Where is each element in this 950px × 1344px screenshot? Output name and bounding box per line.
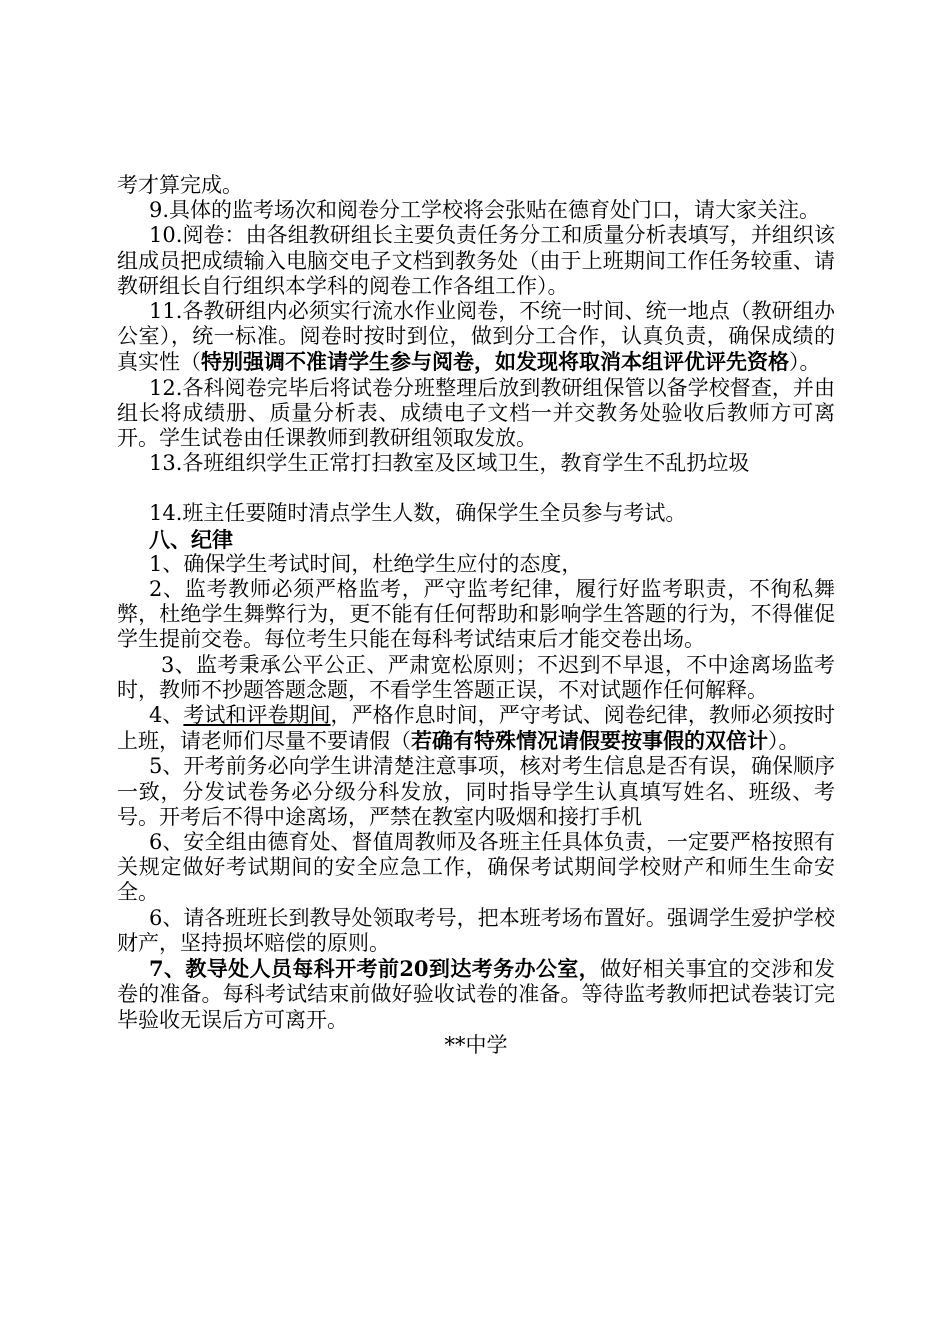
discipline-item-4-text: ，严格作息时间，严守考试、阅卷纪律，教师必须按时上班，请老师们尽量不要请假（ [117, 703, 835, 754]
section-heading-discipline: 八、纪律 [149, 526, 233, 552]
paragraph-continuation: 考才算完成。 [117, 173, 243, 197]
item-11-tail: ）。 [789, 350, 821, 375]
item-13: 13.各班组织学生正常打扫教室及区域卫生，教育学生不乱扔垃圾 [149, 451, 750, 476]
discipline-item-6a: 6、安全组由德育处、督值周教师及各班主任具体负责，一定要严格按照有关规定做好考试期间的安全应急工作，确保考试期间学校财产和师生生命安全。 [117, 830, 835, 905]
discipline-item-4 [117, 703, 835, 754]
discipline-item-4-underlined: 考试和评卷期间 [183, 703, 331, 728]
discipline-item-4-number: 4、 [149, 703, 184, 728]
discipline-item-2: 2、监考教师必须严格监考，严守监考纪律，履行好监考职责，不徇私舞弊，杜绝学生舞弊行为，更不能有任何帮助和影响学生答题的行为，不得催促学生提前交卷。每位考生只能在每科考试结束后才能交卷出场。 [117, 577, 835, 652]
item-9: 9.具体的监考场次和阅卷分工学校将会张贴在德育处门口，请大家关注。 [149, 198, 821, 223]
discipline-item-7-emphasis: 7、教导处人员每科开考前20到达考务办公室， [149, 956, 601, 982]
discipline-item-3: 3、监考秉承公平公正、严肃宽松原则；不迟到不早退，不中途离场监考时，教师不抄题答题念题，不看学生答题正误，不对试题作任何解释。 [117, 652, 835, 702]
item-14: 14.班主任要随时清点学生人数，确保学生全员参与考试。 [149, 501, 687, 526]
item-11-emphasis: 特别强调不准请学生参与阅卷，如发现将取消本组评优评先资格 [201, 349, 789, 375]
discipline-item-7-text: 做好相关事宜的交涉和发卷的准备。每科考试结束前做好验收试卷的准备。等待监考教师把试卷装订完毕验收无误后方可离开。 [117, 957, 835, 1032]
discipline-item-5: 5、开考前务必向学生讲清楚注意事项，核对考生信息是否有误，确保顺序一致，分发试卷务必分级分科发放，同时指导学生认真填写姓名、班级、考号。开考后不得中途离场，严禁在教室内吸烟和接打手机 [117, 754, 835, 829]
item-12: 12.各科阅卷完毕后将试卷分班整理后放到教研组保管以备学校督查，并由组长将成绩册、质量分析表、成绩电子文档一并交教务处验收后教师方可离开。学生试卷由任课教师到教研组领取发放。 [117, 375, 835, 451]
item-11 [117, 299, 835, 376]
discipline-item-7 [117, 956, 835, 1033]
discipline-item-4-tail: ）。 [768, 729, 800, 754]
blank-line [117, 476, 835, 501]
discipline-item-4-emphasis: 若确有特殊情况请假要按事假的双倍计 [411, 728, 768, 754]
discipline-item-1: 1、确保学生考试时间，杜绝学生应付的态度， [149, 551, 583, 576]
document-body [117, 173, 835, 1058]
footer-school-name: **中学 [444, 1032, 508, 1057]
item-10: 10.阅卷：由各组教研组长主要负责任务分工和质量分析表填写，并组织该组成员把成绩输入电脑交电子文档到教务处（由于上班期间工作任务较重、请教研组长自行组织本学科的阅卷工作各组工作）。 [117, 223, 835, 298]
item-11-text: 11.各教研组内必须实行流水作业阅卷，不统一时间、统一地点（教研组办公室），统一标准。阅卷时按时到位，做到分工合作，认真负责，确保成绩的真实性（ [117, 299, 835, 375]
discipline-item-6b: 6、请各班班长到教导处领取考号，把本班考场布置好。强调学生爱护学校财产，坚持损坏赔偿的原则。 [117, 905, 835, 955]
